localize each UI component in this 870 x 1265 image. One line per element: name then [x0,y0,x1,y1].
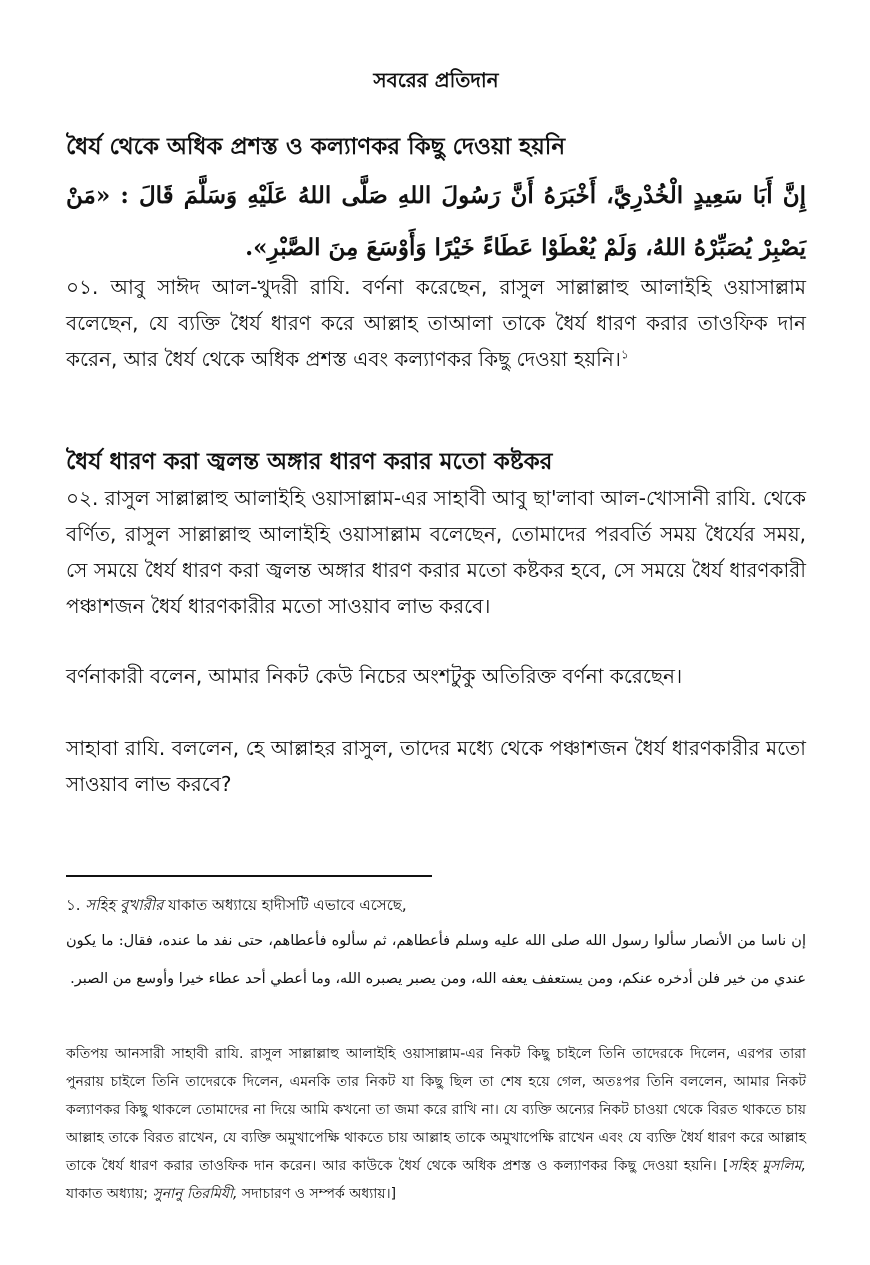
footnote-translation [66,1040,806,1208]
section-heading-patience-burning-coal: ধৈর্য ধারণ করা জ্বলন্ত অঙ্গার ধারণ করার মতো কষ্টকর [66,449,553,475]
footnote-translation-text: কতিপয় আনসারী সাহাবী রাযি. রাসুল সাল্লাল্লাহু আলাইহি ওয়াসাল্লাম-এর নিকট কিছু চাইলে তিনি তাদেরকে দিলেন, এরপর তারা পুনরায় চাইলে তিনি তাদেরকে দিলেন, এমনকি তার নিকট যা কিছু ছিল তা শেষ হয়ে গেল, অতঃপর তিনি বললেন, আমার নিকট কল্যাণকর কিছু থাকলে তোমাদের না দিয়ে আমি কখনো তা জমা করে রাখি না। যে ব্যক্তি অন্যের নিকট চাওয়া থেকে বিরত থাকতে চায় আল্লাহ তাকে বিরত রাখেন, যে ব্যক্তি অমুখাপেক্ষি থাকতে চায় আল্লাহ তাকে অমুখাপেক্ষি রাখেন এবং যে ব্যক্তি ধৈর্য ধারণ করে আল্লাহ তাকে ধৈর্য ধারণ করার তাওফিক দান করেন। আর কাউকে ধৈর্য থেকে অধিক প্রশস্ত ও কল্যাণকর কিছু দেওয়া হয়নি। [66,1046,806,1174]
footnote-intro-text: যাকাত অধ্যায়ে হাদীসটি এভাবে এসেছে, [168,896,407,914]
footnote-citation-end: সদাচারণ ও সম্পর্ক অধ্যায়।] [237,1186,397,1202]
hadith-translation-text: ০১. আবু সাঈদ আল-খুদরী রাযি. বর্ণনা করেছেন, রাসুল সাল্লাল্লাহু আলাইহি ওয়াসাল্লাম বলেছেন, যে ব্যক্তি ধৈর্য ধারণ করে আল্লাহ তাআলা তাকে ধৈর্য ধারণ করার তাওফিক দান করেন, আর ধৈর্য থেকে অধিক প্রশস্ত এবং কল্যাণকর কিছু দেওয়া হয়নি। [66,275,806,371]
hadith-translation-1 [66,269,806,377]
narrator-note-paragraph: বর্ণনাকারী বলেন, আমার নিকট কেউ নিচের অংশটুকু অতিরিক্ত বর্ণনা করেছেন। [66,664,683,688]
footnote-citation-open: [ [716,1158,729,1174]
running-head: সবরের প্রতিদান [373,68,499,92]
footnote-intro [66,890,806,920]
footnote-citation-source-tirmidhi: সুনানু তিরমিযী, [152,1186,238,1202]
companions-question-paragraph: সাহাবা রাযি. বললেন, হে আল্লাহর রাসুল, তাদের মধ্যে থেকে পঞ্চাশজন ধৈর্য ধারণকারীর মতো সাওয়াব লাভ করবে? [66,736,806,796]
footnote-citation-source-muslim: সহিহ মুসলিম, [728,1158,806,1174]
footnote-source-title: সহিহ বুখারীর [85,896,164,914]
footnote-number: ১. [66,896,81,914]
footnote-reference: ১ [620,347,629,362]
section-heading-patience-best-gift: ধৈর্য থেকে অধিক প্রশস্ত ও কল্যাণকর কিছু দেওয়া হয়নি [66,134,566,160]
footnote-citation-mid: যাকাত অধ্যায়; [66,1186,153,1202]
hadith-translation-2: ০২. রাসুল সাল্লাল্লাহু আলাইহি ওয়াসাল্লাম-এর সাহাবী আবু ছা'লাবা আল-খোসানী রাযি. থেকে বর্ণিত, রাসুল সাল্লাল্লাহু আলাইহি ওয়াসাল্লাম বলেছেন, তোমাদের পরবর্তি সময় ধৈর্যের সময়, সে সময়ে ধৈর্য ধারণ করা জ্বলন্ত অঙ্গার ধারণ করার মতো কষ্টকর হবে, সে সময়ে ধৈর্য ধারণকারী পঞ্চাশজন ধৈর্য ধারণকারীর মতো সাওয়াব লাভ করবে। [66,486,806,618]
footnote-arabic-text: إن ناسا من الأنصار سألوا رسول الله صلى الله عليه وسلم فأعطاهم، ثم سألوه فأعطاهم، حتى نفد ما عنده، فقال: ما يكون عندي من خير فلن أدخره عنكم، ومن يستعفف يعفه الله، ومن يصبر يصبره الله، وما أعطي أحد عطاء خيرا وأوسع من الصبر. [66,933,806,987]
footnote-divider [66,875,432,877]
hadith-arabic-text: إِنَّ أَبَا سَعِيدٍ الْخُدْرِيَّ، أَخْبَرَهُ أَنَّ رَسُولَ اللهِ صَلَّى اللهُ عَلَيْهِ وَسَلَّمَ قَالَ : «مَنْ يَصْبِرْ يُصَبِّرْهُ اللهُ، وَلَمْ يُعْطَوْا عَطَاءً خَيْرًا وَأَوْسَعَ مِنَ الصَّبْرِ». [66,182,806,261]
book-page [66,0,806,1265]
